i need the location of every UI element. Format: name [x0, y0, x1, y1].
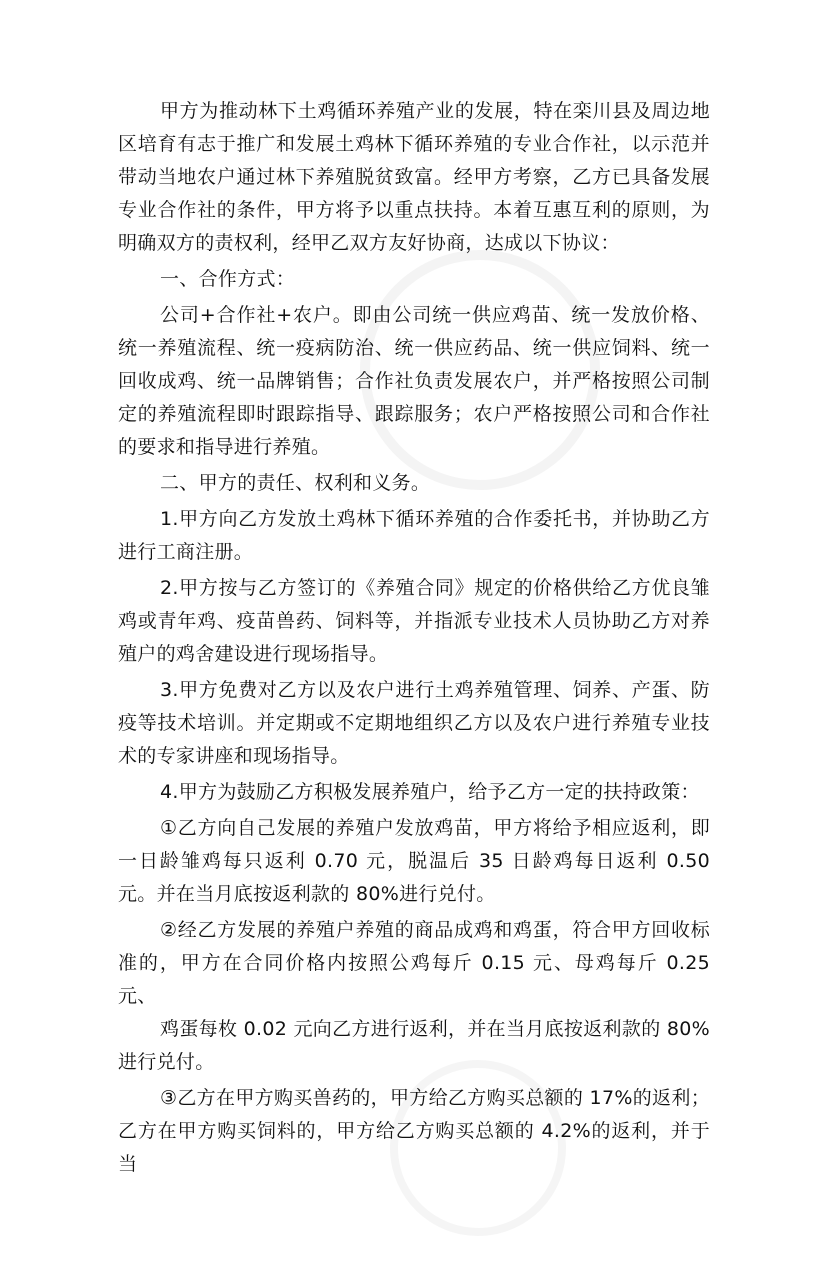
heading-party-a-duties: 二、甲方的责任、权利和义务。	[160, 472, 431, 494]
clause-4: 4.甲方为鼓励乙方积极发展养殖户，给予乙方一定的扶持政策：	[160, 781, 700, 803]
sub-clause-2: ②经乙方发展的养殖户养殖的商品成鸡和鸡蛋，符合甲方回收标准的，甲方在合同价格内按照公鸡每斤 0.15 元、母鸡每斤 0.25 元、	[118, 919, 710, 1007]
sub-clause-2-continued: 鸡蛋每枚 0.02 元向乙方进行返利，并在当月底按返利款的 80%进行兑付。	[118, 1018, 710, 1073]
heading-cooperation-mode: 一、合作方式：	[160, 268, 296, 290]
clause-2: 2.甲方按与乙方签订的《养殖合同》规定的价格供给乙方优良雏鸡或青年鸡、疫苗兽药、饲料等，并指派专业技术人员协助乙方对养殖户的鸡舍建设进行现场指导。	[118, 577, 710, 665]
sub-clause-3: ③乙方在甲方购买兽药的，甲方给乙方购买总额的 17%的返利；乙方在甲方购买饲料的，甲方给乙方购买总额的 4.2%的返利，并于当	[118, 1087, 710, 1175]
clause-1: 1.甲方向乙方发放土鸡林下循环养殖的合作委托书，并协助乙方进行工商注册。	[118, 508, 710, 563]
clause-3: 3.甲方免费对乙方以及农户进行土鸡养殖管理、饲养、产蛋、防疫等技术培训。并定期或不定期地组织乙方以及农户进行养殖专业技术的专家讲座和现场指导。	[118, 679, 710, 767]
paragraph-intro: 甲方为推动林下土鸡循环养殖产业的发展，特在栾川县及周边地区培育有志于推广和发展土鸡林下循环养殖的专业合作社，以示范并带动当地农户通过林下养殖脱贫致富。经甲方考察，乙方已具备发展专业合作社的条件，甲方将予以重点扶持。本着互惠互利的原则，为明确双方的责权利，经甲乙双方友好协商，达成以下协议：	[118, 100, 710, 254]
sub-clause-1: ①乙方向自己发展的养殖户发放鸡苗，甲方将给予相应返利，即一日龄雏鸡每只返利 0.70 元，脱温后 35 日龄鸡每日返利 0.50 元。并在当月底按返利款的 80%进行兑付。	[118, 817, 710, 905]
document-body	[118, 95, 710, 1184]
paragraph-cooperation-mode: 公司+合作社+农户。即由公司统一供应鸡苗、统一发放价格、统一养殖流程、统一疫病防治、统一供应药品、统一供应饲料、统一回收成鸡、统一品牌销售；合作社负责发展农户，并严格按照公司制定的养殖流程即时跟踪指导、跟踪服务；农户严格按照公司和合作社的要求和指导进行养殖。	[118, 304, 710, 458]
